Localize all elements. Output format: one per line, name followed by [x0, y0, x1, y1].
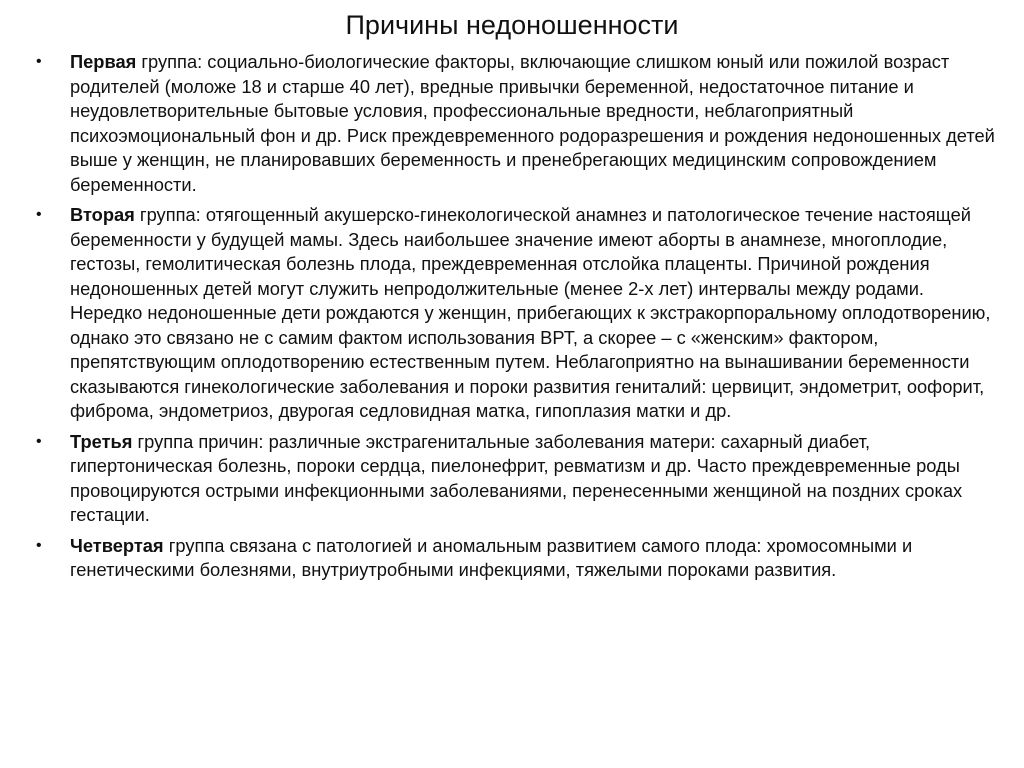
bullet-dot-icon: • — [36, 536, 42, 554]
bullet-dot-icon: • — [36, 53, 42, 70]
bullet-dot-icon: • — [36, 206, 42, 223]
bullet-body: группа: социально-биологические факторы, включающие слишком юный или пожилой возраст родителей (моложе 18 и старше 40 лет), вредные привычки беременной, недостаточное питание и неудовлетворительные бытовые условия, профессиональные вредности, неблагоприятный психоэмоциональный фон и др. Риск преждевременного родоразрешения и рождения недоношенных детей выше у женщин, не планировавших беременность и пренебрегающих медицинским сопровождением беременности. — [70, 51, 995, 195]
bullet-list — [36, 50, 996, 583]
bullet-body: группа причин: различные экстрагенитальные заболевания матери: сахарный диабет, гипертоническая болезнь, пороки сердца, пиелонефрит, ревматизм и др. Часто преждевременные роды провоцируются острыми инфекционными заболеваниями, перенесенными женщиной на поздних сроках гестации. — [70, 430, 963, 525]
bullet-body: группа связана с патологией и аномальным развитием самого плода: хромосомными и генетическими болезнями, внутриутробными инфекциями, тяжелыми пороками развития. — [70, 534, 913, 580]
bullet-text — [70, 534, 996, 583]
bullet-item-fourth-group — [36, 534, 996, 583]
bullet-text — [70, 203, 996, 424]
bullet-item-third-group — [36, 430, 996, 528]
bullet-lead: Первая — [70, 51, 137, 72]
bullet-text — [70, 50, 996, 197]
bullet-lead: Четвертая — [70, 534, 164, 556]
bullet-body: группа: отягощенный акушерско-гинекологической анамнез и патологическое течение настоящей беременности у будущей мамы. Здесь наибольшее значение имеют аборты в анамнезе, многоплодие, гестозы, гемолитическая болезнь плода, преждевременная отслойка плаценты. Причиной рождения недоношенных детей могут служить непродолжительные (менее 2-х лет) интервалы между родами. Нередко недоношенные дети рождаются у женщин, прибегающих к экстракорпоральному оплодотворению, однако это связано не с самим фактом использования ВРТ, а скорее – с «женским» фактором, препятствующим оплодотворению естественным путем. Неблагоприятно на вынашивании беременности сказываются гинекологические заболевания и пороки развития гениталий: цервицит, эндометрит, оофорит, фиброма, эндометриоз, двурогая седловидная матка, гипоплазия матки и др. — [70, 204, 991, 421]
slide-title: Причины недоношенности — [345, 10, 679, 40]
bullet-lead: Вторая — [70, 204, 135, 225]
bullet-text — [70, 430, 996, 528]
bullet-lead: Третья — [70, 430, 133, 452]
bullet-item-first-group — [36, 50, 996, 197]
bullet-dot-icon: • — [36, 432, 42, 450]
bullet-item-second-group — [36, 203, 996, 424]
